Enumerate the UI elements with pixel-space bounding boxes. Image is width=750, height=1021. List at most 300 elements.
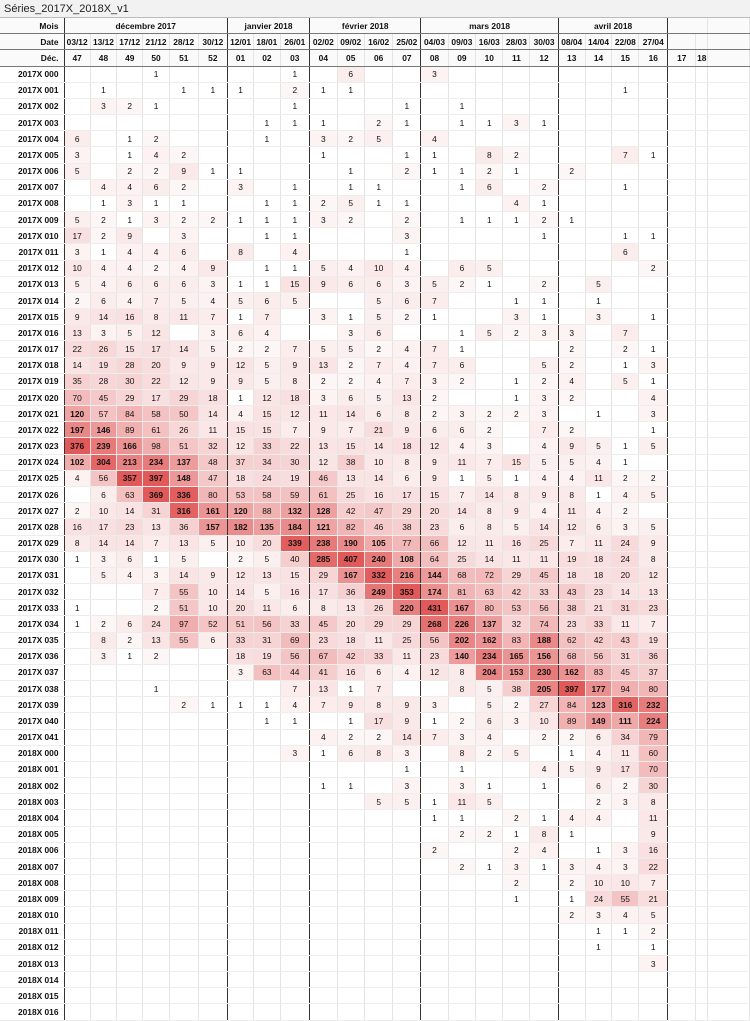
data-cell: 1 (254, 697, 280, 713)
data-cell: 1 (448, 325, 475, 341)
data-cell (585, 244, 612, 260)
data-cell (530, 745, 559, 761)
data-cell: 7 (280, 422, 310, 438)
data-cell (143, 875, 169, 891)
data-cell: 23 (310, 632, 337, 648)
data-cell: 12 (639, 567, 668, 583)
row-label: 2017X 029 (0, 535, 64, 551)
data-cell (503, 939, 530, 955)
data-cell: 8 (393, 406, 421, 422)
data-cell (612, 826, 639, 842)
date-header: 16/02 (364, 34, 393, 50)
data-cell (364, 147, 393, 163)
data-cell (227, 955, 253, 971)
table-row (0, 212, 750, 228)
data-cell: 7 (476, 454, 503, 470)
data-cell (364, 761, 393, 777)
row-label: 2018X 011 (0, 923, 64, 939)
data-cell: 336 (169, 486, 198, 502)
data-cell: 38 (393, 519, 421, 535)
decade-header: 09 (448, 50, 475, 66)
data-cell: 2 (530, 276, 559, 292)
data-cell (668, 389, 696, 405)
data-cell: 13 (337, 600, 364, 616)
data-cell: 16 (64, 519, 90, 535)
data-cell: 5 (476, 794, 503, 810)
data-cell (169, 907, 198, 923)
data-cell (476, 82, 503, 98)
data-cell (558, 131, 585, 147)
data-cell (117, 664, 143, 680)
data-cell: 249 (364, 584, 393, 600)
data-cell: 59 (280, 486, 310, 502)
data-cell: 12 (448, 535, 475, 551)
data-cell (198, 195, 227, 211)
data-cell (90, 794, 116, 810)
data-cell: 285 (310, 551, 337, 567)
filler-cell (708, 373, 750, 389)
data-cell: 3 (143, 212, 169, 228)
data-cell (421, 988, 448, 1004)
data-cell: 135 (254, 519, 280, 535)
date-header: 14/04 (585, 34, 612, 50)
data-cell: 2 (503, 406, 530, 422)
data-cell: 18 (337, 632, 364, 648)
data-cell: 4 (530, 761, 559, 777)
row-label: 2017X 026 (0, 486, 64, 502)
data-cell: 2 (143, 260, 169, 276)
table-row (0, 810, 750, 826)
data-cell (558, 842, 585, 858)
data-cell (169, 1004, 198, 1020)
data-cell: 2 (476, 745, 503, 761)
data-cell: 30 (117, 373, 143, 389)
data-cell: 2 (337, 357, 364, 373)
data-cell (143, 745, 169, 761)
data-cell (90, 1004, 116, 1020)
data-cell: 156 (530, 648, 559, 664)
data-cell: 2 (503, 875, 530, 891)
data-cell: 7 (364, 681, 393, 697)
table-row (0, 454, 750, 470)
data-cell (448, 891, 475, 907)
data-cell (227, 729, 253, 745)
data-cell: 66 (421, 535, 448, 551)
data-cell: 7 (280, 681, 310, 697)
data-cell: 3 (585, 309, 612, 325)
data-cell (198, 907, 227, 923)
table-row (0, 988, 750, 1004)
data-cell: 7 (337, 422, 364, 438)
data-cell: 3 (558, 858, 585, 874)
data-cell: 1 (227, 389, 253, 405)
data-cell (696, 179, 708, 195)
data-cell: 8 (448, 664, 475, 680)
data-cell: 70 (639, 761, 668, 777)
data-cell: 1 (558, 891, 585, 907)
data-cell (64, 745, 90, 761)
data-cell: 3 (393, 276, 421, 292)
data-cell (393, 988, 421, 1004)
data-cell (227, 923, 253, 939)
data-cell (696, 988, 708, 1004)
data-cell (668, 195, 696, 211)
data-cell: 11 (639, 810, 668, 826)
data-cell: 1 (227, 82, 253, 98)
data-cell (668, 1004, 696, 1020)
data-cell (254, 875, 280, 891)
data-cell (696, 292, 708, 308)
data-cell: 44 (280, 664, 310, 680)
data-cell (476, 373, 503, 389)
data-cell: 1 (337, 778, 364, 794)
data-cell: 22 (639, 858, 668, 874)
data-cell (280, 810, 310, 826)
data-cell (254, 1004, 280, 1020)
decade-header: 08 (421, 50, 448, 66)
data-cell: 10 (530, 713, 559, 729)
data-cell (448, 389, 475, 405)
data-cell: 23 (117, 519, 143, 535)
row-label: 2017X 004 (0, 131, 64, 147)
data-cell: 1 (337, 163, 364, 179)
data-cell (668, 373, 696, 389)
data-cell: 6 (364, 276, 393, 292)
data-cell (421, 212, 448, 228)
data-cell (64, 923, 90, 939)
date-header: 16/03 (476, 34, 503, 50)
table-row (0, 309, 750, 325)
row-label: 2017X 010 (0, 228, 64, 244)
data-cell (668, 357, 696, 373)
data-cell (64, 584, 90, 600)
data-cell: 1 (337, 309, 364, 325)
data-cell (280, 325, 310, 341)
data-cell (64, 681, 90, 697)
data-cell (90, 761, 116, 777)
data-cell: 5 (364, 292, 393, 308)
data-cell (117, 600, 143, 616)
data-cell (696, 373, 708, 389)
date-header: 04/03 (421, 34, 448, 50)
data-cell (668, 584, 696, 600)
data-cell (530, 923, 559, 939)
data-cell: 4 (448, 438, 475, 454)
data-cell (143, 729, 169, 745)
data-cell (558, 66, 585, 82)
data-cell (448, 939, 475, 955)
data-cell (90, 907, 116, 923)
data-cell (696, 115, 708, 131)
data-cell (585, 826, 612, 842)
filler-cell (708, 503, 750, 519)
filler-cell (708, 907, 750, 923)
data-cell: 14 (476, 551, 503, 567)
data-cell: 32 (198, 438, 227, 454)
data-cell (117, 681, 143, 697)
data-cell: 53 (227, 486, 253, 502)
data-cell: 2 (169, 147, 198, 163)
data-cell: 239 (90, 438, 116, 454)
data-cell (503, 955, 530, 971)
data-cell (198, 98, 227, 114)
data-cell (143, 826, 169, 842)
data-cell: 1 (280, 713, 310, 729)
data-cell: 32 (503, 616, 530, 632)
data-cell: 1 (585, 923, 612, 939)
data-cell: 121 (310, 519, 337, 535)
data-cell (476, 389, 503, 405)
data-cell: 1 (310, 778, 337, 794)
data-cell (530, 147, 559, 163)
row-label: 2017X 006 (0, 163, 64, 179)
data-cell (90, 697, 116, 713)
data-cell (310, 939, 337, 955)
table-row (0, 1004, 750, 1020)
data-cell: 2 (198, 212, 227, 228)
data-cell: 1 (64, 551, 90, 567)
data-cell (668, 179, 696, 195)
data-cell: 56 (585, 648, 612, 664)
data-cell (198, 648, 227, 664)
data-cell: 2 (90, 228, 116, 244)
data-cell: 3 (639, 406, 668, 422)
data-cell (337, 988, 364, 1004)
data-cell: 3 (64, 244, 90, 260)
data-cell: 6 (448, 260, 475, 276)
data-cell: 24 (143, 616, 169, 632)
data-cell (310, 228, 337, 244)
decade-header: 52 (198, 50, 227, 66)
data-cell: 13 (393, 389, 421, 405)
data-cell: 1 (254, 212, 280, 228)
data-cell (254, 923, 280, 939)
data-cell (503, 729, 530, 745)
data-cell: 5 (639, 907, 668, 923)
data-cell (558, 98, 585, 114)
filler-cell (708, 98, 750, 114)
data-cell: 14 (169, 341, 198, 357)
data-cell: 1 (198, 163, 227, 179)
data-cell: 3 (64, 147, 90, 163)
data-cell: 68 (448, 567, 475, 583)
row-label: 2017X 039 (0, 697, 64, 713)
data-cell (668, 98, 696, 114)
data-cell (198, 713, 227, 729)
data-cell: 2 (448, 276, 475, 292)
data-cell: 1 (421, 810, 448, 826)
data-cell (90, 584, 116, 600)
data-cell: 25 (337, 486, 364, 502)
data-cell (696, 648, 708, 664)
data-cell: 2 (503, 697, 530, 713)
data-cell: 5 (254, 357, 280, 373)
data-cell (668, 276, 696, 292)
row-label: 2017X 027 (0, 503, 64, 519)
data-cell: 3 (421, 373, 448, 389)
data-cell: 45 (530, 567, 559, 583)
data-cell: 13 (143, 519, 169, 535)
data-cell: 14 (117, 503, 143, 519)
data-cell (254, 842, 280, 858)
data-cell (476, 309, 503, 325)
filler-cell (708, 325, 750, 341)
data-cell (585, 325, 612, 341)
data-cell (198, 745, 227, 761)
data-cell (393, 1004, 421, 1020)
data-cell (364, 98, 393, 114)
data-cell: 1 (421, 309, 448, 325)
data-cell: 1 (639, 939, 668, 955)
data-cell: 2 (143, 648, 169, 664)
data-cell (198, 842, 227, 858)
data-cell: 3 (421, 697, 448, 713)
data-cell (530, 98, 559, 114)
data-cell (198, 179, 227, 195)
data-cell (558, 794, 585, 810)
sheet-title: Séries_2017X_2018X_v1 (0, 0, 750, 18)
data-cell (421, 195, 448, 211)
data-cell (393, 826, 421, 842)
data-cell: 1 (476, 212, 503, 228)
data-cell: 1 (503, 292, 530, 308)
data-cell: 1 (143, 681, 169, 697)
data-cell (90, 729, 116, 745)
data-cell (227, 1004, 253, 1020)
row-label: 2018X 016 (0, 1004, 64, 1020)
table-row (0, 519, 750, 535)
data-cell: 17 (393, 486, 421, 502)
data-cell: 24 (612, 535, 639, 551)
data-cell: 4 (143, 147, 169, 163)
data-cell: 1 (117, 648, 143, 664)
data-cell (198, 1004, 227, 1020)
data-cell (254, 244, 280, 260)
data-cell: 14 (364, 438, 393, 454)
data-cell (476, 955, 503, 971)
data-cell (503, 794, 530, 810)
data-cell: 77 (393, 535, 421, 551)
data-cell (421, 82, 448, 98)
data-cell: 6 (476, 713, 503, 729)
data-cell (64, 195, 90, 211)
data-cell: 238 (310, 535, 337, 551)
data-cell (530, 131, 559, 147)
data-cell: 6 (117, 616, 143, 632)
data-cell (612, 955, 639, 971)
data-cell: 1 (639, 422, 668, 438)
data-cell (585, 1004, 612, 1020)
data-cell: 15 (280, 276, 310, 292)
data-cell (254, 82, 280, 98)
filler-cell (708, 794, 750, 810)
data-cell: 2 (143, 600, 169, 616)
data-cell: 62 (558, 632, 585, 648)
data-cell: 9 (639, 535, 668, 551)
data-cell: 6 (612, 244, 639, 260)
data-cell (393, 875, 421, 891)
data-cell (612, 1004, 639, 1020)
row-label: 2017X 002 (0, 98, 64, 114)
data-cell: 2 (280, 82, 310, 98)
data-cell (476, 292, 503, 308)
data-cell: 7 (364, 357, 393, 373)
data-cell: 11 (448, 794, 475, 810)
data-cell (696, 147, 708, 163)
filler-cell (708, 551, 750, 567)
data-cell: 8 (639, 794, 668, 810)
data-cell (337, 244, 364, 260)
data-cell: 20 (227, 600, 253, 616)
data-cell (90, 664, 116, 680)
data-cell (198, 729, 227, 745)
data-cell: 216 (393, 567, 421, 583)
data-cell (530, 260, 559, 276)
data-cell: 6 (364, 406, 393, 422)
row-label: 2018X 004 (0, 810, 64, 826)
data-cell: 1 (280, 66, 310, 82)
table-row (0, 503, 750, 519)
data-cell: 98 (143, 438, 169, 454)
data-cell: 5 (64, 163, 90, 179)
data-cell (310, 826, 337, 842)
table-row (0, 292, 750, 308)
data-cell (421, 681, 448, 697)
data-cell (117, 988, 143, 1004)
data-cell: 4 (558, 373, 585, 389)
data-cell: 1 (530, 228, 559, 244)
data-cell: 2 (117, 98, 143, 114)
data-cell: 3 (393, 228, 421, 244)
data-cell: 5 (254, 551, 280, 567)
data-cell (64, 778, 90, 794)
data-cell (612, 163, 639, 179)
data-cell (364, 858, 393, 874)
data-cell (639, 325, 668, 341)
data-cell: 397 (558, 681, 585, 697)
data-cell (696, 681, 708, 697)
data-cell (169, 923, 198, 939)
data-cell: 8 (364, 745, 393, 761)
data-cell (668, 131, 696, 147)
data-cell: 55 (612, 891, 639, 907)
data-cell: 18 (227, 470, 253, 486)
data-cell: 6 (169, 244, 198, 260)
data-cell (668, 292, 696, 308)
data-cell (530, 875, 559, 891)
date-header: 21/12 (143, 34, 169, 50)
data-cell: 11 (585, 535, 612, 551)
data-cell: 14 (612, 584, 639, 600)
data-cell: 14 (90, 535, 116, 551)
data-cell: 21 (639, 891, 668, 907)
data-cell: 2 (254, 341, 280, 357)
data-cell: 153 (503, 664, 530, 680)
data-cell (364, 82, 393, 98)
data-cell: 14 (476, 486, 503, 502)
data-cell (227, 842, 253, 858)
data-cell (668, 664, 696, 680)
data-cell: 16 (639, 842, 668, 858)
data-cell: 2 (503, 147, 530, 163)
data-cell: 240 (364, 551, 393, 567)
data-cell: 21 (585, 600, 612, 616)
data-cell: 9 (503, 503, 530, 519)
data-cell: 45 (612, 664, 639, 680)
data-cell: 84 (117, 406, 143, 422)
data-cell (393, 681, 421, 697)
data-cell: 9 (337, 697, 364, 713)
